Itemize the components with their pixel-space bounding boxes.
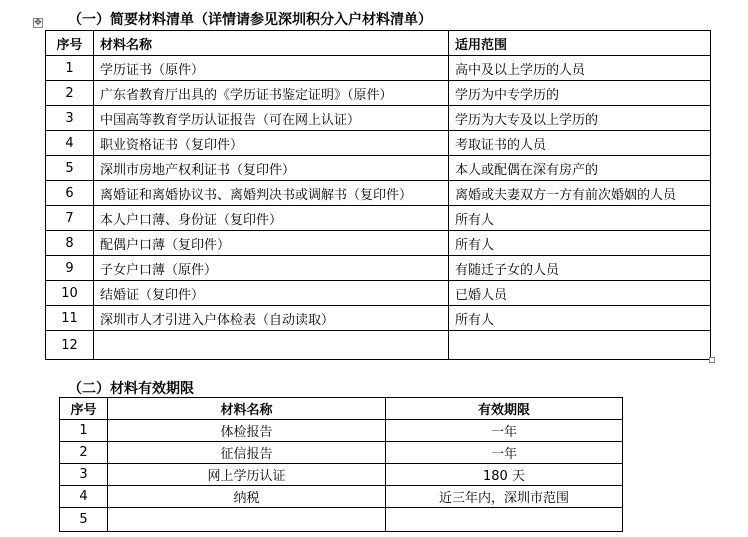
cell-no[interactable]: 3 [46, 106, 94, 131]
cell-scope[interactable]: 高中及以上学历的人员 [449, 56, 711, 81]
header-no: 序号 [60, 398, 108, 420]
cell-name[interactable]: 配偶户口薄（复印件） [94, 231, 449, 256]
cell-no[interactable]: 3 [60, 464, 108, 486]
cell-no[interactable]: 4 [60, 486, 108, 508]
cell-no[interactable]: 8 [46, 231, 94, 256]
cell-validity[interactable]: 近三年内，深圳市范围 [386, 486, 623, 508]
table-row [60, 464, 623, 486]
table-row [46, 281, 711, 306]
cell-no[interactable]: 4 [46, 131, 94, 156]
cell-no[interactable]: 2 [60, 442, 108, 464]
table-header-row [46, 31, 711, 56]
table-row [46, 331, 711, 360]
cell-name[interactable]: 离婚证和离婚协议书、离婚判决书或调解书（复印件） [94, 181, 449, 206]
header-no: 序号 [46, 31, 94, 56]
cell-no[interactable]: 6 [46, 181, 94, 206]
cell-name[interactable]: 深圳市人才引进入户体检表（自动读取） [94, 306, 449, 331]
table-row [46, 81, 711, 106]
cell-scope[interactable]: 学历为大专及以上学历的 [449, 106, 711, 131]
cell-no[interactable]: 9 [46, 256, 94, 281]
table-row [46, 106, 711, 131]
cell-scope[interactable]: 本人或配偶在深有房产的 [449, 156, 711, 181]
cell-no[interactable]: 2 [46, 81, 94, 106]
table-row [46, 206, 711, 231]
cell-name[interactable] [94, 331, 449, 360]
cell-scope[interactable]: 已婚人员 [449, 281, 711, 306]
validity-table [59, 397, 623, 532]
cell-scope[interactable]: 所有人 [449, 206, 711, 231]
cell-no[interactable]: 1 [46, 56, 94, 81]
section-title-validity: （二）材料有效期限 [68, 381, 194, 397]
header-validity: 有效期限 [386, 398, 623, 420]
materials-table [45, 30, 711, 360]
cell-no[interactable]: 5 [46, 156, 94, 181]
cell-validity[interactable]: 一年 [386, 420, 623, 442]
cell-name[interactable]: 深圳市房地产权利证书（复印件） [94, 156, 449, 181]
cell-name[interactable]: 本人户口薄、身份证（复印件） [94, 206, 449, 231]
header-name: 材料名称 [108, 398, 386, 420]
table-row [60, 486, 623, 508]
cell-no[interactable]: 12 [46, 331, 94, 360]
table-row [46, 156, 711, 181]
cell-scope[interactable]: 所有人 [449, 231, 711, 256]
cell-name[interactable]: 广东省教育厅出具的《学历证书鉴定证明》（原件） [94, 81, 449, 106]
cell-name[interactable]: 纳税 [108, 486, 386, 508]
header-scope: 适用范围 [449, 31, 711, 56]
cell-name[interactable]: 职业资格证书（复印件） [94, 131, 449, 156]
cell-validity[interactable]: 180 天 [386, 464, 623, 486]
table-row [46, 256, 711, 281]
cell-name[interactable]: 结婚证（复印件） [94, 281, 449, 306]
table-row [60, 442, 623, 464]
table-row [60, 508, 623, 532]
table-header-row [60, 398, 623, 420]
header-name: 材料名称 [94, 31, 449, 56]
cell-no[interactable]: 7 [46, 206, 94, 231]
cell-scope[interactable]: 有随迁子女的人员 [449, 256, 711, 281]
table-row [46, 181, 711, 206]
cell-name[interactable]: 征信报告 [108, 442, 386, 464]
cell-name[interactable]: 子女户口薄（原件） [94, 256, 449, 281]
cell-scope[interactable] [449, 331, 711, 360]
table-row [46, 131, 711, 156]
table-resize-handle-icon[interactable] [709, 357, 715, 363]
cell-no[interactable]: 10 [46, 281, 94, 306]
cell-scope[interactable]: 学历为中专学历的 [449, 81, 711, 106]
cell-name[interactable] [108, 508, 386, 532]
cell-name[interactable]: 学历证书（原件） [94, 56, 449, 81]
table-move-handle-icon[interactable]: ✥ [34, 18, 42, 28]
cell-validity[interactable]: 一年 [386, 442, 623, 464]
table-row [46, 306, 711, 331]
cell-name[interactable]: 中国高等教育学历认证报告（可在网上认证） [94, 106, 449, 131]
section-title-materials: （一）简要材料清单（详情请参见深圳积分入户材料清单） [68, 12, 432, 28]
cell-no[interactable]: 11 [46, 306, 94, 331]
cell-name[interactable]: 体检报告 [108, 420, 386, 442]
cell-no[interactable]: 1 [60, 420, 108, 442]
cell-scope[interactable]: 所有人 [449, 306, 711, 331]
table-row [46, 56, 711, 81]
cell-name[interactable]: 网上学历认证 [108, 464, 386, 486]
cell-no[interactable]: 5 [60, 508, 108, 532]
table-row [60, 420, 623, 442]
cell-validity[interactable] [386, 508, 623, 532]
cell-scope[interactable]: 考取证书的人员 [449, 131, 711, 156]
cell-scope[interactable]: 离婚或夫妻双方一方有前次婚姻的人员 [449, 181, 711, 206]
table-row [46, 231, 711, 256]
